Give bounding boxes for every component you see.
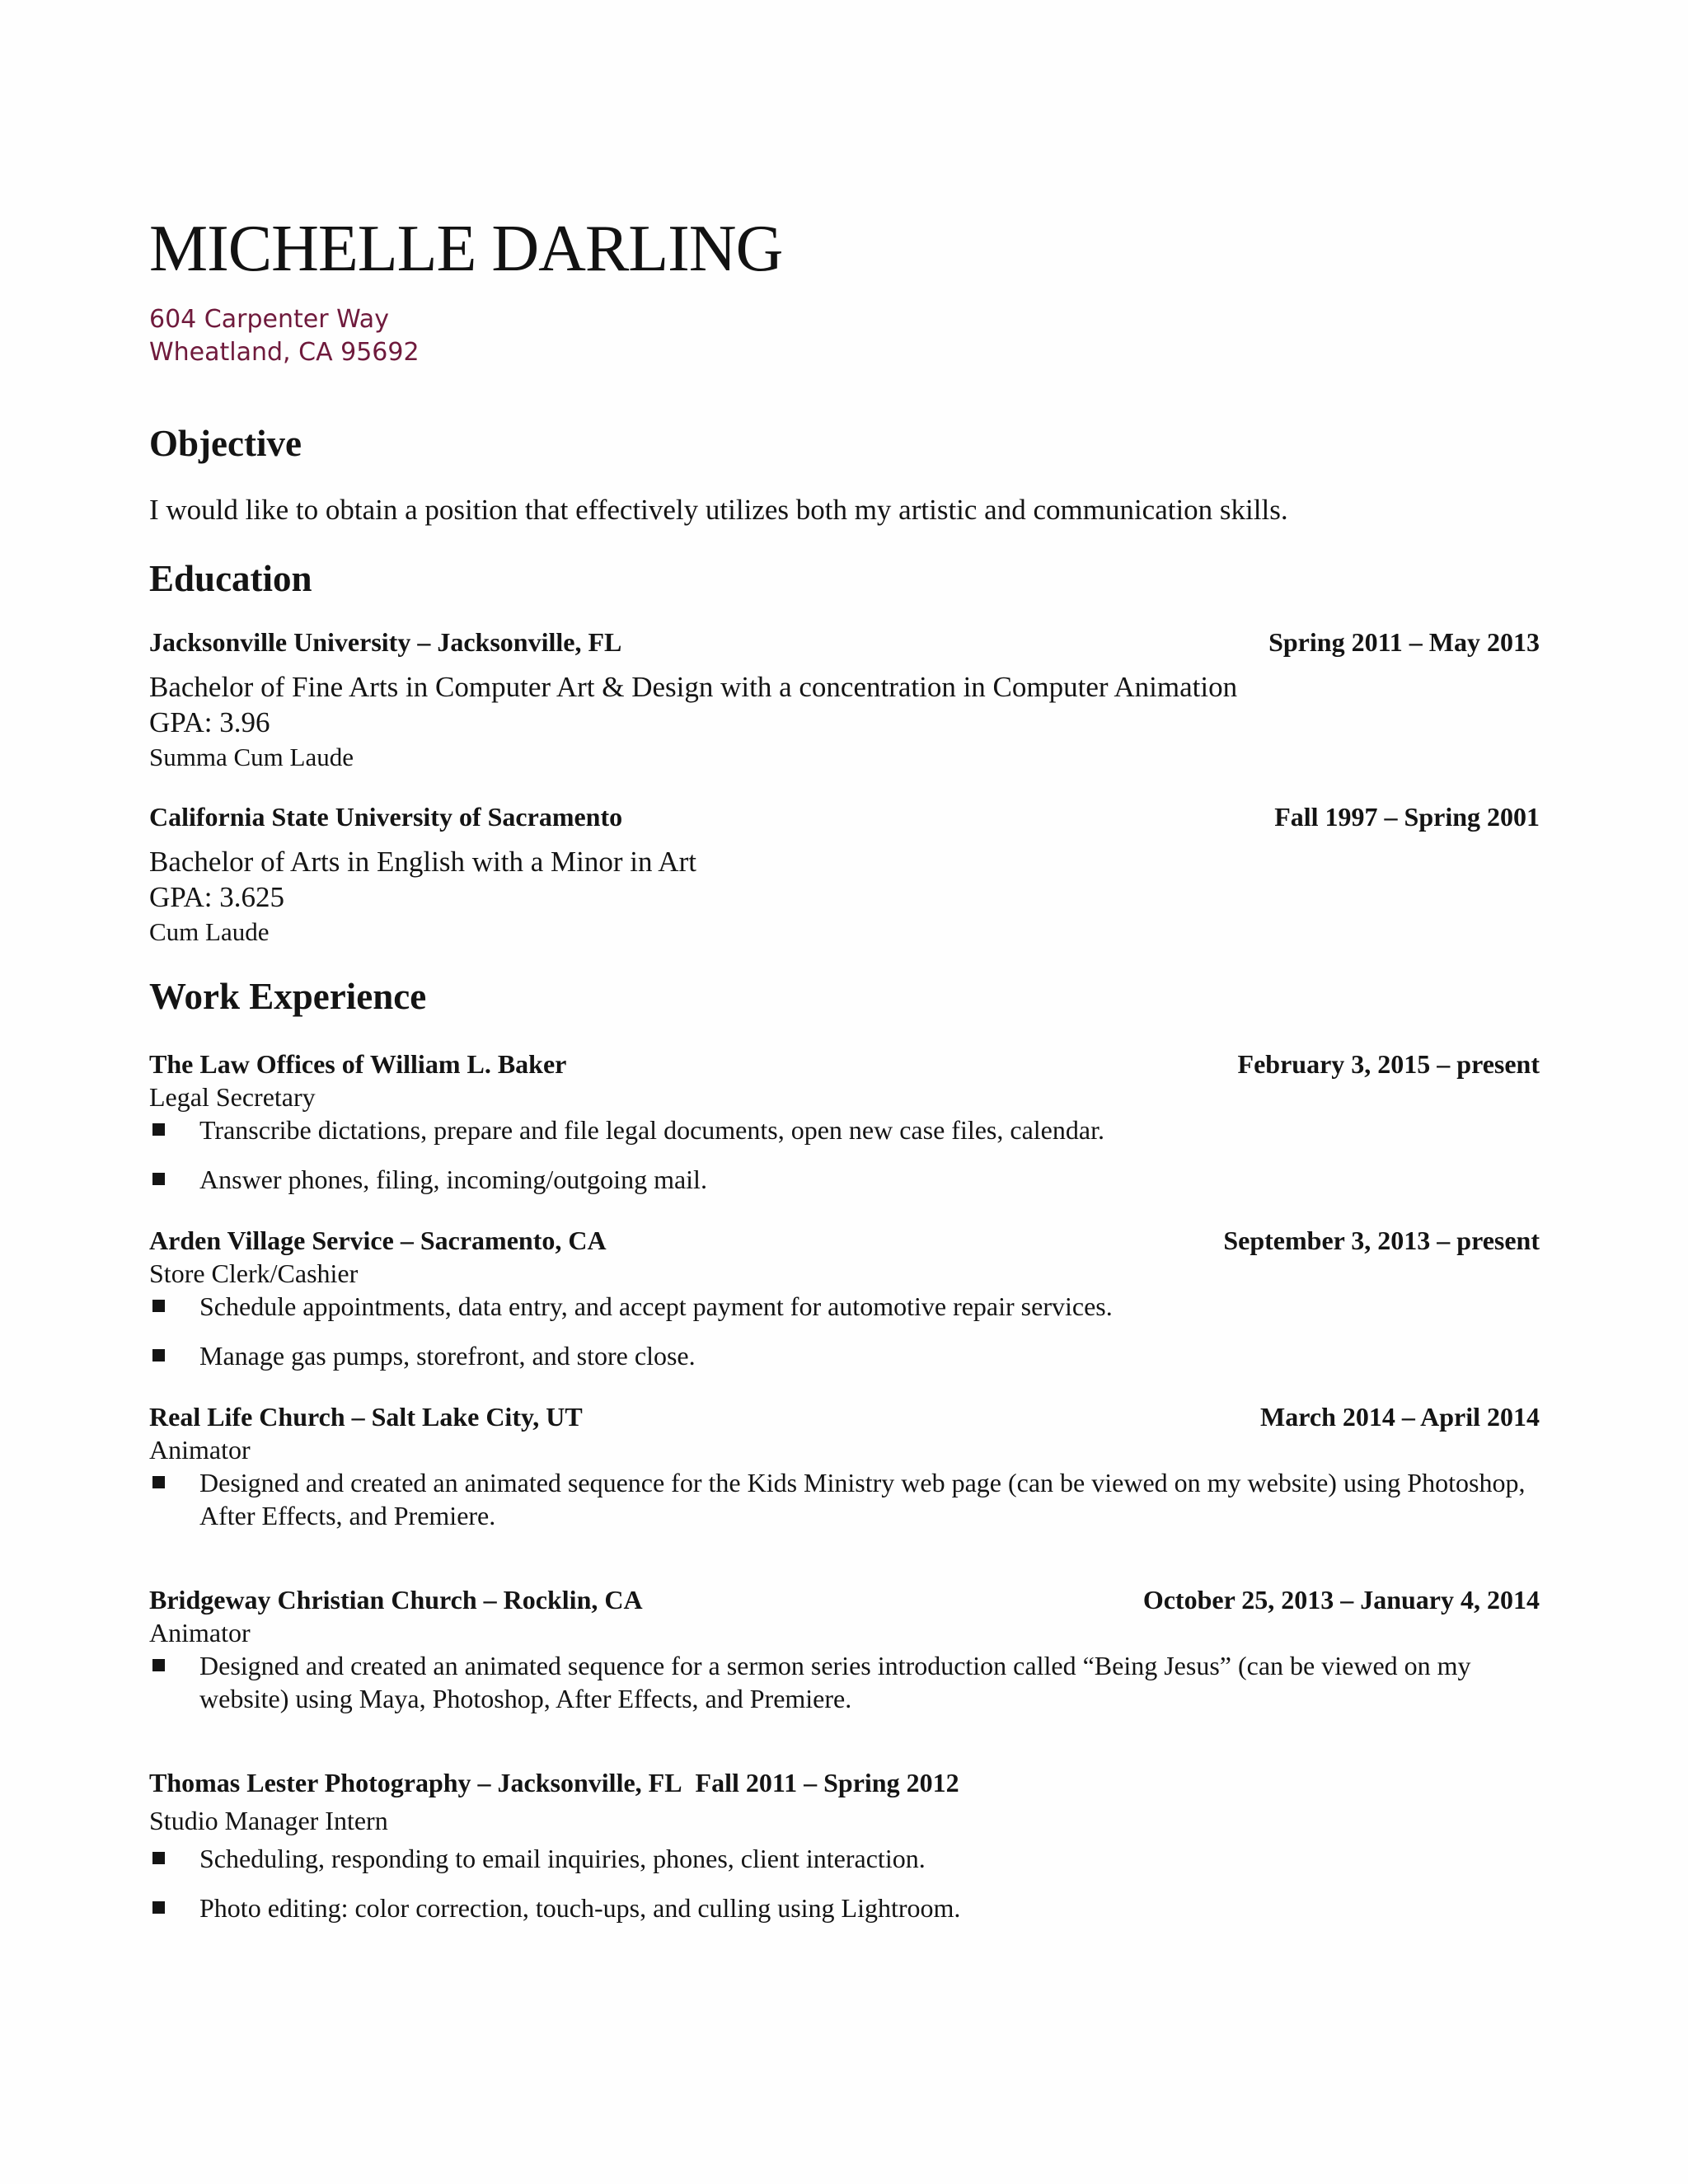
- square-bullet-icon: [152, 1173, 165, 1185]
- education-heading: Education: [149, 557, 312, 599]
- bullet-text: Photo editing: color correction, touch-ups, and culling using Lightroom.: [199, 1892, 961, 1923]
- job-role: Legal Secretary: [149, 1081, 316, 1112]
- job-entry: [149, 1047, 1540, 1196]
- bullet-text: Answer phones, filing, incoming/outgoing mail.: [199, 1164, 707, 1194]
- job-entry: [149, 1400, 1540, 1532]
- square-bullet-icon: [152, 1901, 165, 1914]
- bullet-text: Transcribe dictations, prepare and file legal documents, open new case files, calendar.: [199, 1114, 1104, 1145]
- gpa: GPA: 3.96: [149, 706, 270, 738]
- bullet-text: Designed and created an animated sequence for a sermon series introduction called “Being Jesus” (can be viewed on my website) using Maya, Photoshop, After Effects, and Premiere.: [199, 1650, 1471, 1713]
- bullet-item: [149, 1339, 1540, 1372]
- job-dates: February 3, 2015 – present: [1237, 1048, 1540, 1079]
- job-role: Animator: [149, 1434, 251, 1465]
- education-entry-header: [149, 626, 1540, 658]
- job-dates: Fall 2011 – Spring 2012: [695, 1767, 959, 1797]
- job-role: Studio Manager Intern: [149, 1805, 388, 1835]
- degree: Bachelor of Arts in English with a Minor in Art: [149, 846, 696, 878]
- bullet-item: [149, 1891, 1540, 1924]
- job-entry: [149, 1766, 1540, 1924]
- job-bullets: [149, 1290, 1540, 1372]
- address-block: [149, 303, 1540, 369]
- job-bullets: [149, 1113, 1540, 1196]
- square-bullet-icon: [152, 1659, 165, 1671]
- employer-name: Arden Village Service – Sacramento, CA: [149, 1225, 607, 1255]
- applicant-name: MICHELLE DARLING: [149, 213, 783, 285]
- square-bullet-icon: [152, 1852, 165, 1864]
- employer-name: Real Life Church – Salt Lake City, UT: [149, 1401, 583, 1432]
- school-name: Jacksonville University – Jacksonville, FL: [149, 627, 622, 657]
- resume-content: [149, 213, 1540, 1924]
- job-bullets: [149, 1466, 1540, 1532]
- job-header: [149, 1583, 1540, 1616]
- school-name: California State University of Sacramento: [149, 802, 623, 832]
- bullet-text: Scheduling, responding to email inquiries, phones, client interaction.: [199, 1843, 926, 1873]
- square-bullet-icon: [152, 1123, 165, 1136]
- honor: Summa Cum Laude: [149, 743, 354, 771]
- education-entry-header: [149, 800, 1540, 833]
- employer-name: Thomas Lester Photography – Jacksonville, FL: [149, 1767, 682, 1797]
- job-entry: [149, 1583, 1540, 1715]
- job-header: [149, 1047, 1540, 1080]
- job-dates: October 25, 2013 – January 4, 2014: [1142, 1584, 1540, 1615]
- job-dates: March 2014 – April 2014: [1260, 1401, 1540, 1432]
- bullet-item: [149, 1466, 1540, 1532]
- honor: Cum Laude: [149, 917, 270, 946]
- work-experience-heading: Work Experience: [149, 976, 427, 1017]
- bullet-item: [149, 1290, 1540, 1323]
- objective-text: I would like to obtain a position that effectively utilizes both my artistic and communication skills.: [149, 493, 1288, 526]
- bullet-item: [149, 1649, 1540, 1715]
- bullet-item: [149, 1113, 1540, 1146]
- bullet-text: Manage gas pumps, storefront, and store close.: [199, 1340, 696, 1371]
- square-bullet-icon: [152, 1476, 165, 1488]
- square-bullet-icon: [152, 1349, 165, 1361]
- job-header: [149, 1224, 1540, 1257]
- job-dates: September 3, 2013 – present: [1223, 1225, 1540, 1255]
- bullet-item: [149, 1842, 1540, 1875]
- job-role: Animator: [149, 1617, 251, 1647]
- degree: Bachelor of Fine Arts in Computer Art & Design with a concentration in Computer Animation: [149, 671, 1238, 703]
- bullet-text: Schedule appointments, data entry, and accept payment for automotive repair services.: [199, 1291, 1113, 1321]
- education-dates: Fall 1997 – Spring 2001: [1274, 802, 1540, 832]
- job-bullets: [149, 1649, 1540, 1715]
- job-header: [149, 1400, 1540, 1433]
- objective-heading: Objective: [149, 423, 302, 464]
- job-header: [149, 1766, 1540, 1799]
- bullet-item: [149, 1163, 1540, 1196]
- job-bullets: [149, 1842, 1540, 1924]
- bullet-text: Designed and created an animated sequence for the Kids Ministry web page (can be viewed on my website) using Photoshop, After Effects, and Premiere.: [199, 1467, 1526, 1530]
- gpa: GPA: 3.625: [149, 881, 285, 913]
- address-line-street: 604 Carpenter Way: [149, 305, 389, 334]
- square-bullet-icon: [152, 1300, 165, 1312]
- address-line-city: Wheatland, CA 95692: [149, 338, 420, 367]
- education-dates: Spring 2011 – May 2013: [1268, 627, 1540, 657]
- job-entry: [149, 1224, 1540, 1372]
- employer-name: The Law Offices of William L. Baker: [149, 1048, 567, 1079]
- job-role: Store Clerk/Cashier: [149, 1258, 359, 1288]
- employer-name: Bridgeway Christian Church – Rocklin, CA: [149, 1584, 643, 1615]
